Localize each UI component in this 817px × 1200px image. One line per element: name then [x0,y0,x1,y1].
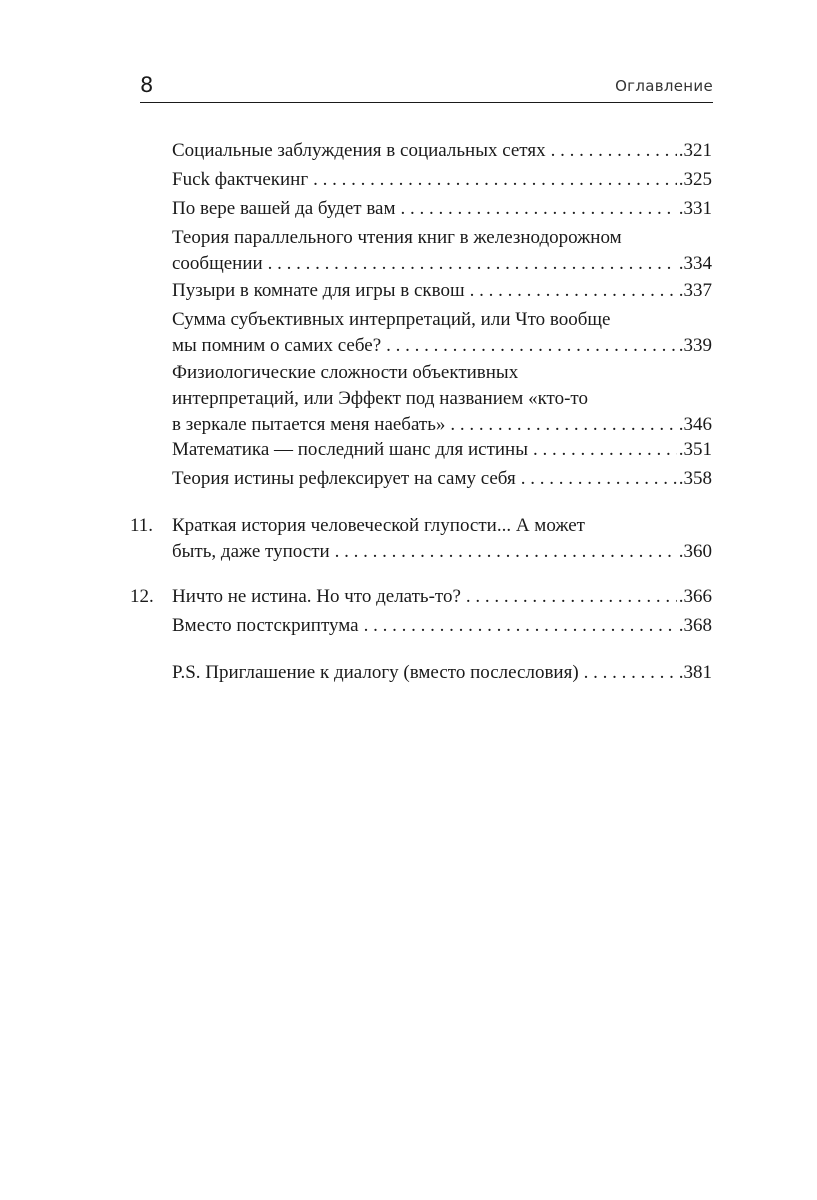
toc-chapter-entry[interactable] [130,584,712,610]
dot-leader [521,466,677,492]
toc-entry[interactable] [172,437,712,463]
toc-entry-last-line [172,278,712,304]
dot-leader [335,539,677,565]
toc-entry-last-line [172,333,712,359]
toc-entry-page: .351 [678,439,712,460]
toc-entry-line: интерпретаций, или Эффект под названием «кто-то [172,388,588,409]
toc-entry-last-line [172,196,712,222]
dot-leader [584,660,677,686]
toc-entry-title: Вместо постскриптума [172,615,359,636]
toc-entry-page: .360 [678,541,712,562]
toc-entry-last-line [172,584,712,610]
toc-entry-last-line [172,539,712,565]
toc-entry[interactable] [172,138,712,164]
toc-entry-title: Ничто не истина. Но что делать-то? [172,586,461,607]
toc-entry-title: быть, даже тупости [172,541,330,562]
toc-entry-title: Пузыри в комнате для игры в сквош [172,280,465,301]
toc-entry-title: Теория истины рефлексирует на саму себя [172,468,516,489]
toc-entry-page: .321 [678,140,712,161]
running-title: Оглавление [615,77,713,95]
dot-leader [401,196,677,222]
dot-leader [470,278,677,304]
toc-entry-last-line [172,412,712,438]
chapter-number: 11. [130,515,154,536]
dot-leader [364,613,677,639]
toc-chapter-entry[interactable] [130,513,712,565]
toc-entry-last-line [172,466,712,492]
toc-entry-line: Краткая история человеческой глупости... А может [172,515,585,536]
toc-entry-title: P.S. Приглашение к диалогу (вместо послесловия) [172,662,579,683]
toc-entry[interactable] [172,360,712,438]
toc-entry[interactable] [172,167,712,193]
page-number: 8 [140,73,154,97]
toc-entry-title: в зеркале пытается меня наебать» [172,414,446,435]
toc-entry-title: Социальные заблуждения в социальных сетях [172,140,546,161]
toc-entry-page: .346 [678,414,712,435]
toc-entry-line: Сумма субъективных интерпретаций, или Что вообще [172,309,611,330]
dot-leader [450,412,676,438]
dot-leader [268,251,677,277]
toc-entry-line: Физиологические сложности объективных [172,362,519,383]
toc-entry-last-line [172,437,712,463]
toc-entry[interactable] [172,660,712,686]
toc-entry-line: Теория параллельного чтения книг в железнодорожном [172,227,622,248]
dot-leader [551,138,677,164]
running-header [140,72,713,103]
toc-entry[interactable] [172,613,712,639]
toc-entry-page: .381 [678,662,712,683]
dot-leader [533,437,677,463]
dot-leader [313,167,677,193]
toc-entry-page: .325 [678,169,712,190]
toc-entry-title: Fuck фактчекинг [172,169,309,190]
toc-entry-last-line [172,660,712,686]
toc-entry-page: .366 [678,586,712,607]
toc-entry-page: .368 [678,615,712,636]
toc-entry-page: .339 [678,335,712,356]
toc-entry-last-line [172,251,712,277]
dot-leader [466,584,677,610]
toc-entry-page: .334 [678,253,712,274]
toc-entry-last-line [172,613,712,639]
dot-leader [386,333,677,359]
toc-entry[interactable] [172,466,712,492]
toc-entry-title: мы помним о самих себе? [172,335,382,356]
toc-entry[interactable] [172,278,712,304]
toc-entry-title: По вере вашей да будет вам [172,198,396,219]
toc-entry-page: .337 [678,280,712,301]
toc-entry-last-line [172,167,712,193]
toc-entry[interactable] [172,196,712,222]
toc-entry-last-line [172,138,712,164]
toc-entry[interactable] [172,225,712,277]
chapter-number: 12. [130,586,154,607]
toc-entry-title: Математика — последний шанс для истины [172,439,528,460]
toc-entry-title: сообщении [172,253,263,274]
toc-entry-page: .331 [678,198,712,219]
toc-entry-page: .358 [678,468,712,489]
toc-entry[interactable] [172,307,712,359]
